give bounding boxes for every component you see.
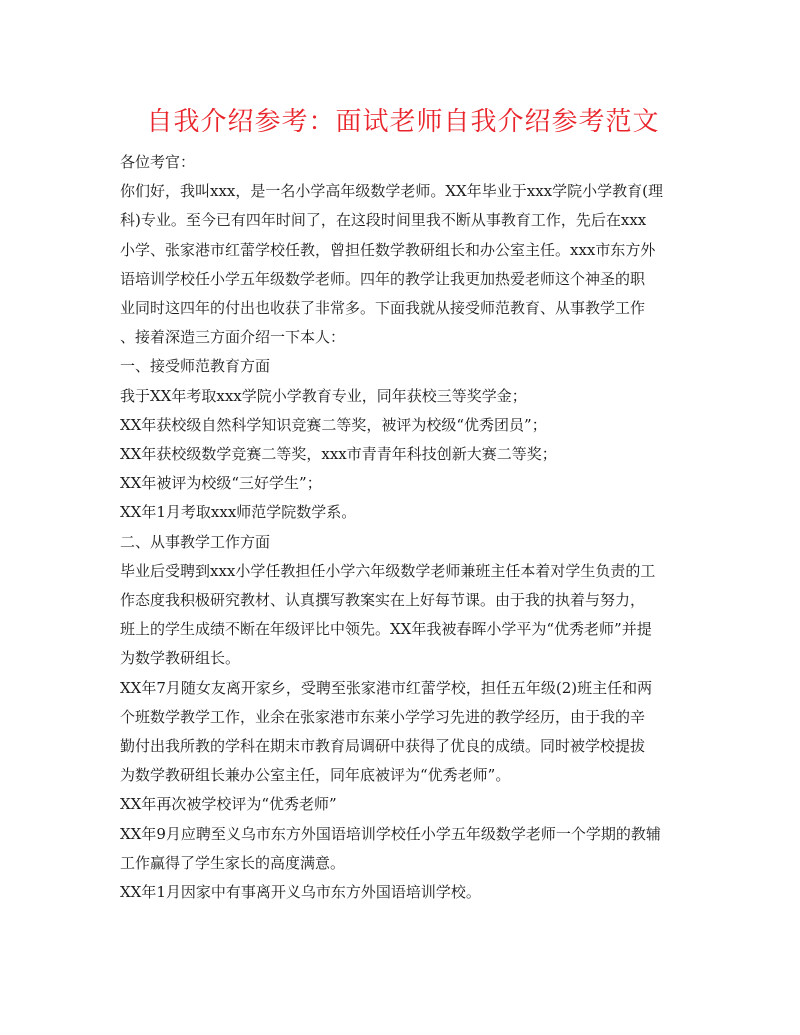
- text-line: 小学、张家港市红蕾学校任教，曾担任数学教研组长和办公室主任。xxx市东方外: [120, 240, 656, 259]
- text-line: XX年9月应聘至义乌市东方外国语培训学校任小学五年级数学老师一个学期的教辅: [120, 824, 661, 843]
- text-line: 业同时这四年的付出也收获了非常多。下面我就从接受师范教育、从事教学工作: [120, 299, 646, 318]
- text-line: 、接着深造三方面介绍一下本人：: [120, 328, 346, 347]
- text-line: 毕业后受聘到xxx小学任教担任小学六年级数学老师兼班主任本着对学生负责的工: [120, 561, 656, 580]
- document-page: [120, 100, 686, 907]
- text-line: 我于XX年考取xxx学院小学教育专业，同年获校三等奖学金；: [120, 386, 527, 405]
- text-line: 勤付出我所教的学科在期末市教育局调研中获得了优良的成绩。同时被学校提拔: [120, 737, 646, 756]
- document-body: [120, 148, 686, 907]
- text-line: XX年1月因家中有事离开义乌市东方外国语培训学校。: [120, 883, 481, 902]
- text-line: XX年再次被学校评为“优秀老师”: [120, 795, 337, 814]
- text-line: 工作赢得了学生家长的高度满意。: [120, 853, 346, 872]
- text-line: XX年获校级自然科学知识竞赛二等奖，被评为校级“优秀团员”；: [120, 415, 547, 434]
- text-line: XX年7月随女友离开家乡，受聘至张家港市红蕾学校，担任五年级(2)班主任和两: [120, 678, 653, 697]
- text-line: XX年1月考取xxx师范学院数学系。: [120, 503, 357, 522]
- text-line: 为数学教研组长。: [120, 649, 241, 668]
- text-line: 科)专业。至今已有四年时间了，在这段时间里我不断从事教育工作，先后在xxx: [120, 211, 647, 230]
- text-line: 各位考官：: [120, 153, 196, 171]
- text-line: 为数学教研组长兼办公室主任，同年底被评为“优秀老师”。: [120, 766, 511, 785]
- text-line: 作态度我积极研究教材、认真撰写教案实在上好每节课。由于我的执着与努力，: [120, 591, 646, 610]
- text-line: 班上的学生成绩不断在年级评比中领先。XX年我被春晖小学平为“优秀老师”并提: [120, 620, 652, 639]
- text-line: 你们好，我叫xxx，是一名小学高年级数学老师。XX年毕业于xxx学院小学教育(理: [120, 182, 663, 201]
- text-line: 二、从事教学工作方面: [120, 532, 271, 551]
- document-title: 自我介绍参考：面试老师自我介绍参考范文: [146, 107, 660, 137]
- text-line: 语培训学校任小学五年级数学老师。四年的教学让我更加热爱老师这个神圣的职: [120, 269, 646, 288]
- text-line: 个班数学教学工作，业余在张家港市东莱小学学习先进的教学经历，由于我的辛: [120, 707, 646, 726]
- text-line: 一、接受师范教育方面: [120, 357, 271, 376]
- text-line: XX年被评为校级“三好学生”；: [120, 474, 322, 493]
- text-line: XX年获校级数学竞赛二等奖，xxx市青青年科技创新大赛二等奖；: [120, 445, 557, 464]
